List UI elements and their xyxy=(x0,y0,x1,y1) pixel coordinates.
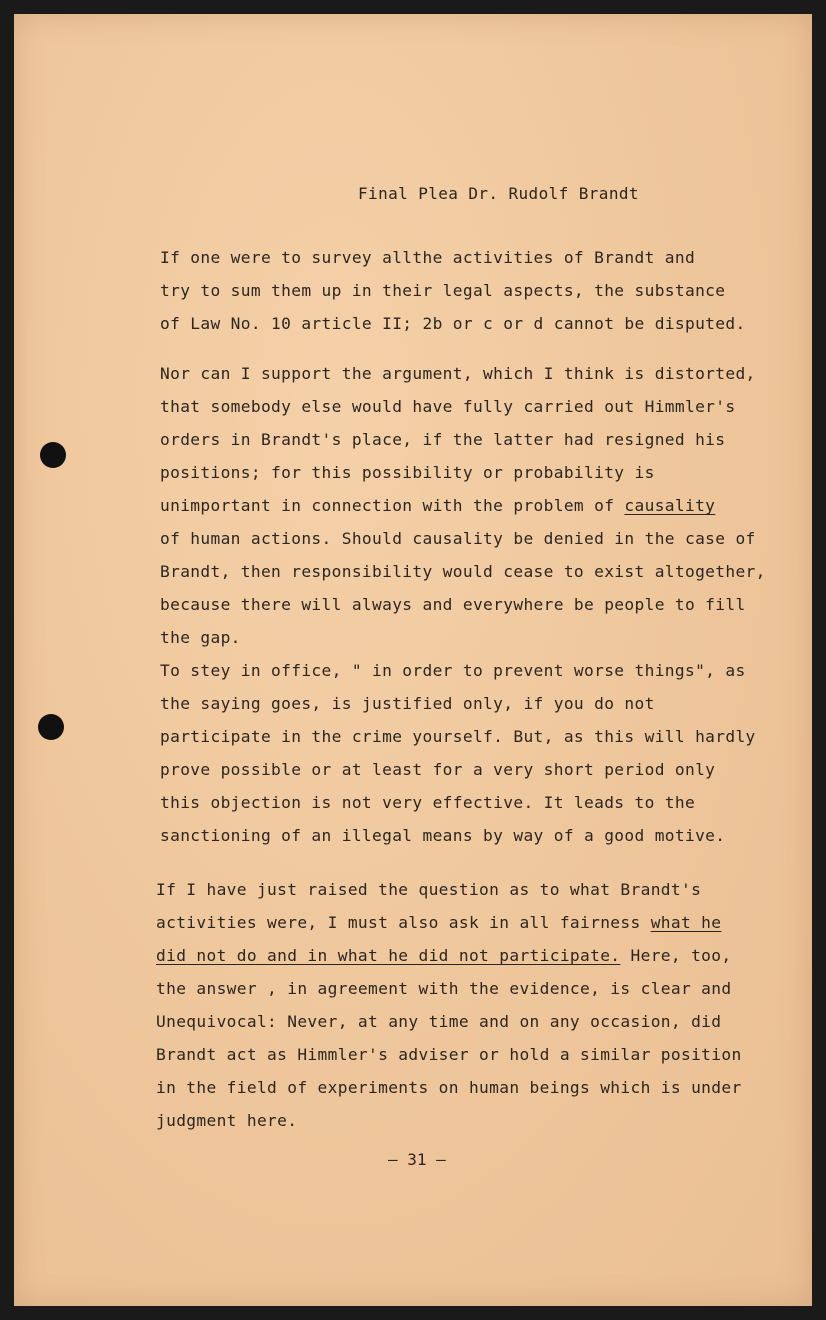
text-line xyxy=(156,979,731,999)
text-segment: this objection is not very effective. It leads to the xyxy=(160,793,696,812)
text-line xyxy=(160,397,735,417)
text-segment: the answer , in agreement with the evidence, is clear and xyxy=(156,979,732,998)
text-segment: orders in Brandt's place, if the latter had resigned his xyxy=(160,430,726,449)
text-segment: sanctioning of an illegal means by way of a good motive. xyxy=(160,826,726,845)
text-segment: in the field of experiments on human beings which is under xyxy=(156,1078,742,1097)
text-line xyxy=(160,463,655,483)
text-line xyxy=(160,430,725,450)
text-segment: unimportant in connection with the problem of xyxy=(160,496,625,515)
text-line xyxy=(160,364,756,384)
text-line xyxy=(160,826,725,846)
text-segment: of Law No. 10 article II; 2b or c or d cannot be disputed. xyxy=(160,314,746,333)
text-line xyxy=(156,1111,297,1131)
text-segment: If one were to survey allthe activities of Brandt and xyxy=(160,248,696,267)
document-page xyxy=(14,14,812,1306)
text-segment: the saying goes, is justified only, if you do not xyxy=(160,694,655,713)
underlined-text: what he xyxy=(650,913,722,932)
text-line xyxy=(156,946,731,966)
text-line xyxy=(156,1078,742,1098)
text-line xyxy=(160,727,756,747)
punch-hole xyxy=(40,442,66,468)
text-segment: Brandt act as Himmler's adviser or hold a similar position xyxy=(156,1045,742,1064)
text-segment: activities were, I must also ask in all fairness xyxy=(156,913,651,932)
text-line xyxy=(160,694,655,714)
text-line xyxy=(156,1012,721,1032)
page-number: – 31 – xyxy=(388,1150,446,1169)
text-segment: To stey in office, " in order to prevent worse things", as xyxy=(160,661,746,680)
text-segment: prove possible or at least for a very short period only xyxy=(160,760,716,779)
text-line xyxy=(160,793,695,813)
text-line xyxy=(160,661,746,681)
text-line xyxy=(156,1045,742,1065)
text-line xyxy=(160,314,746,334)
text-segment: of human actions. Should causality be denied in the case of xyxy=(160,529,756,548)
text-line xyxy=(160,628,241,648)
text-segment: If I have just raised the question as to what Brandt's xyxy=(156,880,702,899)
text-segment: Brandt, then responsibility would cease to exist altogether, xyxy=(160,562,766,581)
text-segment: the gap. xyxy=(160,628,241,647)
punch-hole xyxy=(38,714,64,740)
text-segment: because there will always and everywhere be people to fill xyxy=(160,595,746,614)
text-line xyxy=(156,880,701,900)
text-line xyxy=(160,562,766,582)
text-line xyxy=(160,496,715,516)
text-segment: positions; for this possibility or probability is xyxy=(160,463,655,482)
text-segment: Unequivocal: Never, at any time and on any occasion, did xyxy=(156,1012,722,1031)
text-segment: Nor can I support the argument, which I think is distorted, xyxy=(160,364,756,383)
text-segment: participate in the crime yourself. But, as this will hardly xyxy=(160,727,756,746)
text-segment: judgment here. xyxy=(156,1111,298,1130)
text-segment: Here, too, xyxy=(620,946,732,965)
underlined-text: did not do and in what he did not participate. xyxy=(156,946,621,965)
text-line xyxy=(160,595,746,615)
underlined-text: causality xyxy=(624,496,716,515)
text-line xyxy=(156,913,721,933)
text-line xyxy=(160,529,756,549)
text-segment: that somebody else would have fully carried out Himmler's xyxy=(160,397,736,416)
text-line xyxy=(160,281,725,301)
text-line xyxy=(160,248,695,268)
text-segment: try to sum them up in their legal aspects, the substance xyxy=(160,281,726,300)
text-line xyxy=(160,760,715,780)
document-title: Final Plea Dr. Rudolf Brandt xyxy=(358,184,639,203)
